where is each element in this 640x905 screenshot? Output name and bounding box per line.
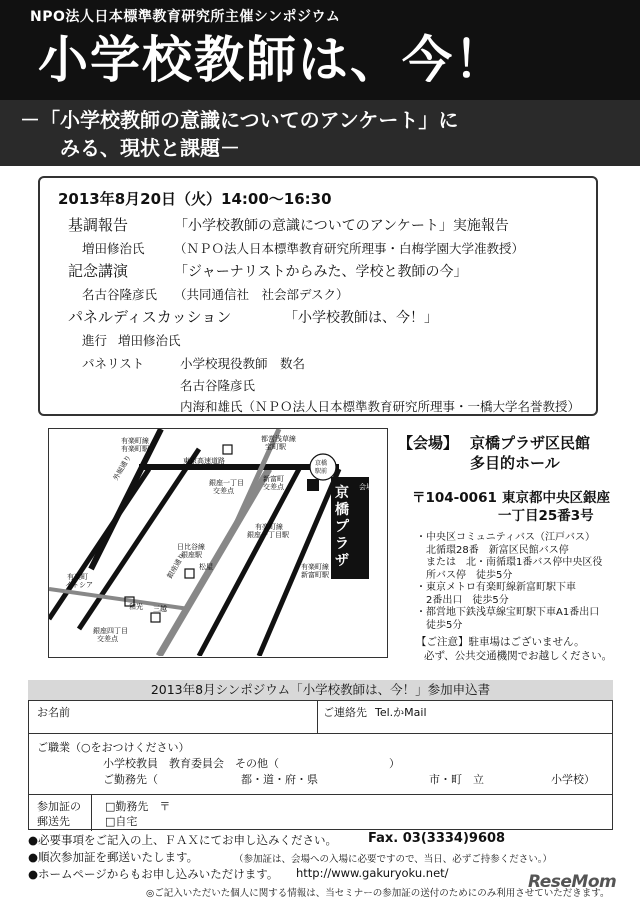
access-line: 所バス停 徒歩5分 xyxy=(416,569,513,581)
map-label: 宝町駅 xyxy=(265,443,286,451)
map-label: 会場 xyxy=(359,483,373,491)
map-circle xyxy=(310,454,336,480)
access-line: ・都営地下鉄浅草線宝町駅下車A1番出口 xyxy=(416,607,600,618)
map-label: 有楽町駅 xyxy=(121,445,149,453)
panelist-1: 小学校現役教師 数名 xyxy=(180,356,306,371)
form-divider xyxy=(91,794,92,831)
map-label: 和光 xyxy=(129,603,143,611)
map-square xyxy=(185,569,194,578)
keynote-title: 「小学校教師の意識についてのアンケート」実施報告 xyxy=(174,218,509,234)
venue-address-2: 一丁目25番3号 xyxy=(498,508,594,524)
map-label: 新富町 xyxy=(263,475,284,483)
map-label: 銀座通り xyxy=(165,551,187,580)
website-link[interactable]: http://www.gakuryoku.net/ xyxy=(296,866,449,880)
lecture-label: 記念講演 xyxy=(68,262,129,280)
ticket-label-1: 参加証の xyxy=(37,800,81,813)
form-title: 2013年8月シンポジウム「小学校教師は、今！」参加申込書 xyxy=(28,680,613,700)
map-label: 京橋 xyxy=(315,460,328,467)
venue-label: 【会場】 xyxy=(398,434,459,452)
map-label: イトシア xyxy=(65,581,93,589)
map-label: 銀座駅 xyxy=(181,551,202,559)
access-line: ・中央区コミュニティバス（江戸バス） xyxy=(416,532,595,543)
map-label: 銀座一丁目駅 xyxy=(247,531,289,539)
keynote-label: 基調報告 xyxy=(68,216,129,234)
map-label: 交差点 xyxy=(97,635,118,643)
workplace-label: ご勤務先（ xyxy=(103,773,158,786)
access-line: 北循環28番 新富区民館バス停 xyxy=(416,544,569,556)
map-label: 新富町駅 xyxy=(301,571,329,579)
note-ticket: ●順次参加証を郵送いたします。 xyxy=(28,850,199,864)
form-divider xyxy=(317,701,318,733)
page-subtitle xyxy=(20,106,630,162)
moderator-label: 進行 xyxy=(82,333,108,348)
map-label: 交差点 xyxy=(263,483,284,491)
access-list xyxy=(416,532,602,632)
access-line: または 北・南循環1番バス停中央区役 xyxy=(416,557,603,568)
venue-address-1: 東京都中央区銀座 xyxy=(502,490,610,506)
map-square xyxy=(151,613,160,622)
map-square xyxy=(223,445,232,454)
keynote-affiliation: （ＮＰＯ法人日本標準教育研究所理事・白梅学園大学准教授） xyxy=(174,241,525,256)
map-road xyxy=(49,589,189,609)
map-label: 駅前 xyxy=(315,468,328,475)
subtitle-line-2: みる、現状と課題－ xyxy=(60,136,240,160)
map-label: 都営浅草線 xyxy=(261,435,296,443)
map-label: 松屋 xyxy=(199,563,213,571)
note-ticket-detail: （参加証は、会場への入場に必要ですので、当日、必ずご持参ください。） xyxy=(234,854,553,865)
access-line: ・東京メトロ有楽町線新富町駅下車 xyxy=(416,582,576,593)
program-box xyxy=(38,176,598,416)
note-fax: ●必要事項をご記入の上、ＦＡＸにてお申し込みください。 xyxy=(28,833,338,847)
option-workplace-checkbox[interactable]: □勤務先 〒 xyxy=(105,800,171,813)
form-divider xyxy=(29,794,612,795)
occupation-label: ご職業（○をおつけください） xyxy=(37,741,190,754)
subtitle-line-1: －「小学校教師の意識についてのアンケート」に xyxy=(20,108,459,132)
venue-postal: 〒104-0061 xyxy=(412,490,497,506)
event-date: 2013年8月20日（火）14:00～16:30 xyxy=(58,190,332,208)
map-label: 有楽町線 xyxy=(255,523,283,531)
panelist-2: 名古谷隆彦氏 xyxy=(180,378,256,393)
access-line: 2番出口 徒歩5分 xyxy=(416,594,509,606)
contact-hint: Tel.かMail xyxy=(375,706,427,719)
privacy-note: ◎ご記入いただいた個人に関する情報は、当セミナーの参加証の送付のためにのみ利用させていただきます。 xyxy=(146,888,610,899)
keynote-speaker: 増田修治氏 xyxy=(82,241,145,256)
venue-hall: 多目的ホール xyxy=(470,454,560,472)
map-label: 東京高速道路 xyxy=(183,457,225,465)
name-field[interactable] xyxy=(89,703,309,731)
ticket-label-2: 郵送先 xyxy=(37,815,70,828)
map-label: 三越 xyxy=(153,605,167,613)
map-label: 有楽町 xyxy=(67,573,88,581)
registration-form xyxy=(28,700,613,830)
resemom-logo: ReseMom xyxy=(528,872,617,892)
header-banner xyxy=(0,0,640,166)
name-label: お名前 xyxy=(37,706,70,719)
access-line: 徒歩5分 xyxy=(416,619,463,631)
school-label: 小学校） xyxy=(551,773,595,786)
panel-label: パネルディスカッション xyxy=(68,308,232,326)
map-label: 銀座四丁目 xyxy=(93,627,128,635)
map-label: 外堀通り xyxy=(111,453,133,482)
lecture-affiliation: （共同通信社 社会部デスク） xyxy=(174,287,349,302)
note-web: ●ホームページからもお申し込みいただけます。 xyxy=(28,867,279,881)
caution-1: 【ご注意】駐車場はございません。 xyxy=(416,636,585,648)
venue-map xyxy=(48,428,388,658)
caution-2: 必ず、公共交通機関でお越しください。 xyxy=(424,650,613,662)
venue-plaza-label: 京橋プラザ xyxy=(335,485,349,569)
occupation-options[interactable]: 小学校教員 教育委員会 その他（ ） xyxy=(103,757,400,770)
lecture-title: 「ジャーナリストからみた、学校と教師の今」 xyxy=(174,264,468,280)
panelist-3: 内海和雄氏（ＮＰＯ法人日本標準教育研究所理事・一橋大学名誉教授） xyxy=(180,399,581,414)
form-divider xyxy=(29,733,612,734)
organizer-text: NPO法人日本標準教育研究所主催シンポジウム xyxy=(30,9,341,25)
contact-label: ご連絡先 xyxy=(323,706,367,719)
lecture-speaker: 名古谷隆彦氏 xyxy=(82,287,158,302)
map-label: 日比谷線 xyxy=(177,543,205,551)
option-home-checkbox[interactable]: □自宅 xyxy=(105,815,138,828)
city-label: 市・町 立 xyxy=(429,773,484,786)
map-label: 有楽町線 xyxy=(121,437,149,445)
venue-marker xyxy=(307,479,319,491)
panel-title: 「小学校教師は、今！」 xyxy=(284,310,438,326)
map-label: 銀座一丁目 xyxy=(209,479,244,487)
prefecture-label: 都・道・府・県 xyxy=(241,773,318,786)
fax-number: Fax. 03(3334)9608 xyxy=(368,831,506,846)
moderator-name: 増田修治氏 xyxy=(118,333,181,348)
subtitle-band xyxy=(0,100,640,166)
panelist-label: パネリスト xyxy=(82,356,145,371)
venue-name: 京橋プラザ区民館 xyxy=(470,434,591,452)
map-label: 有楽町線 xyxy=(301,563,329,571)
page-title: 小学校教師は、今！ xyxy=(38,31,506,89)
map-label: 交差点 xyxy=(213,487,234,495)
